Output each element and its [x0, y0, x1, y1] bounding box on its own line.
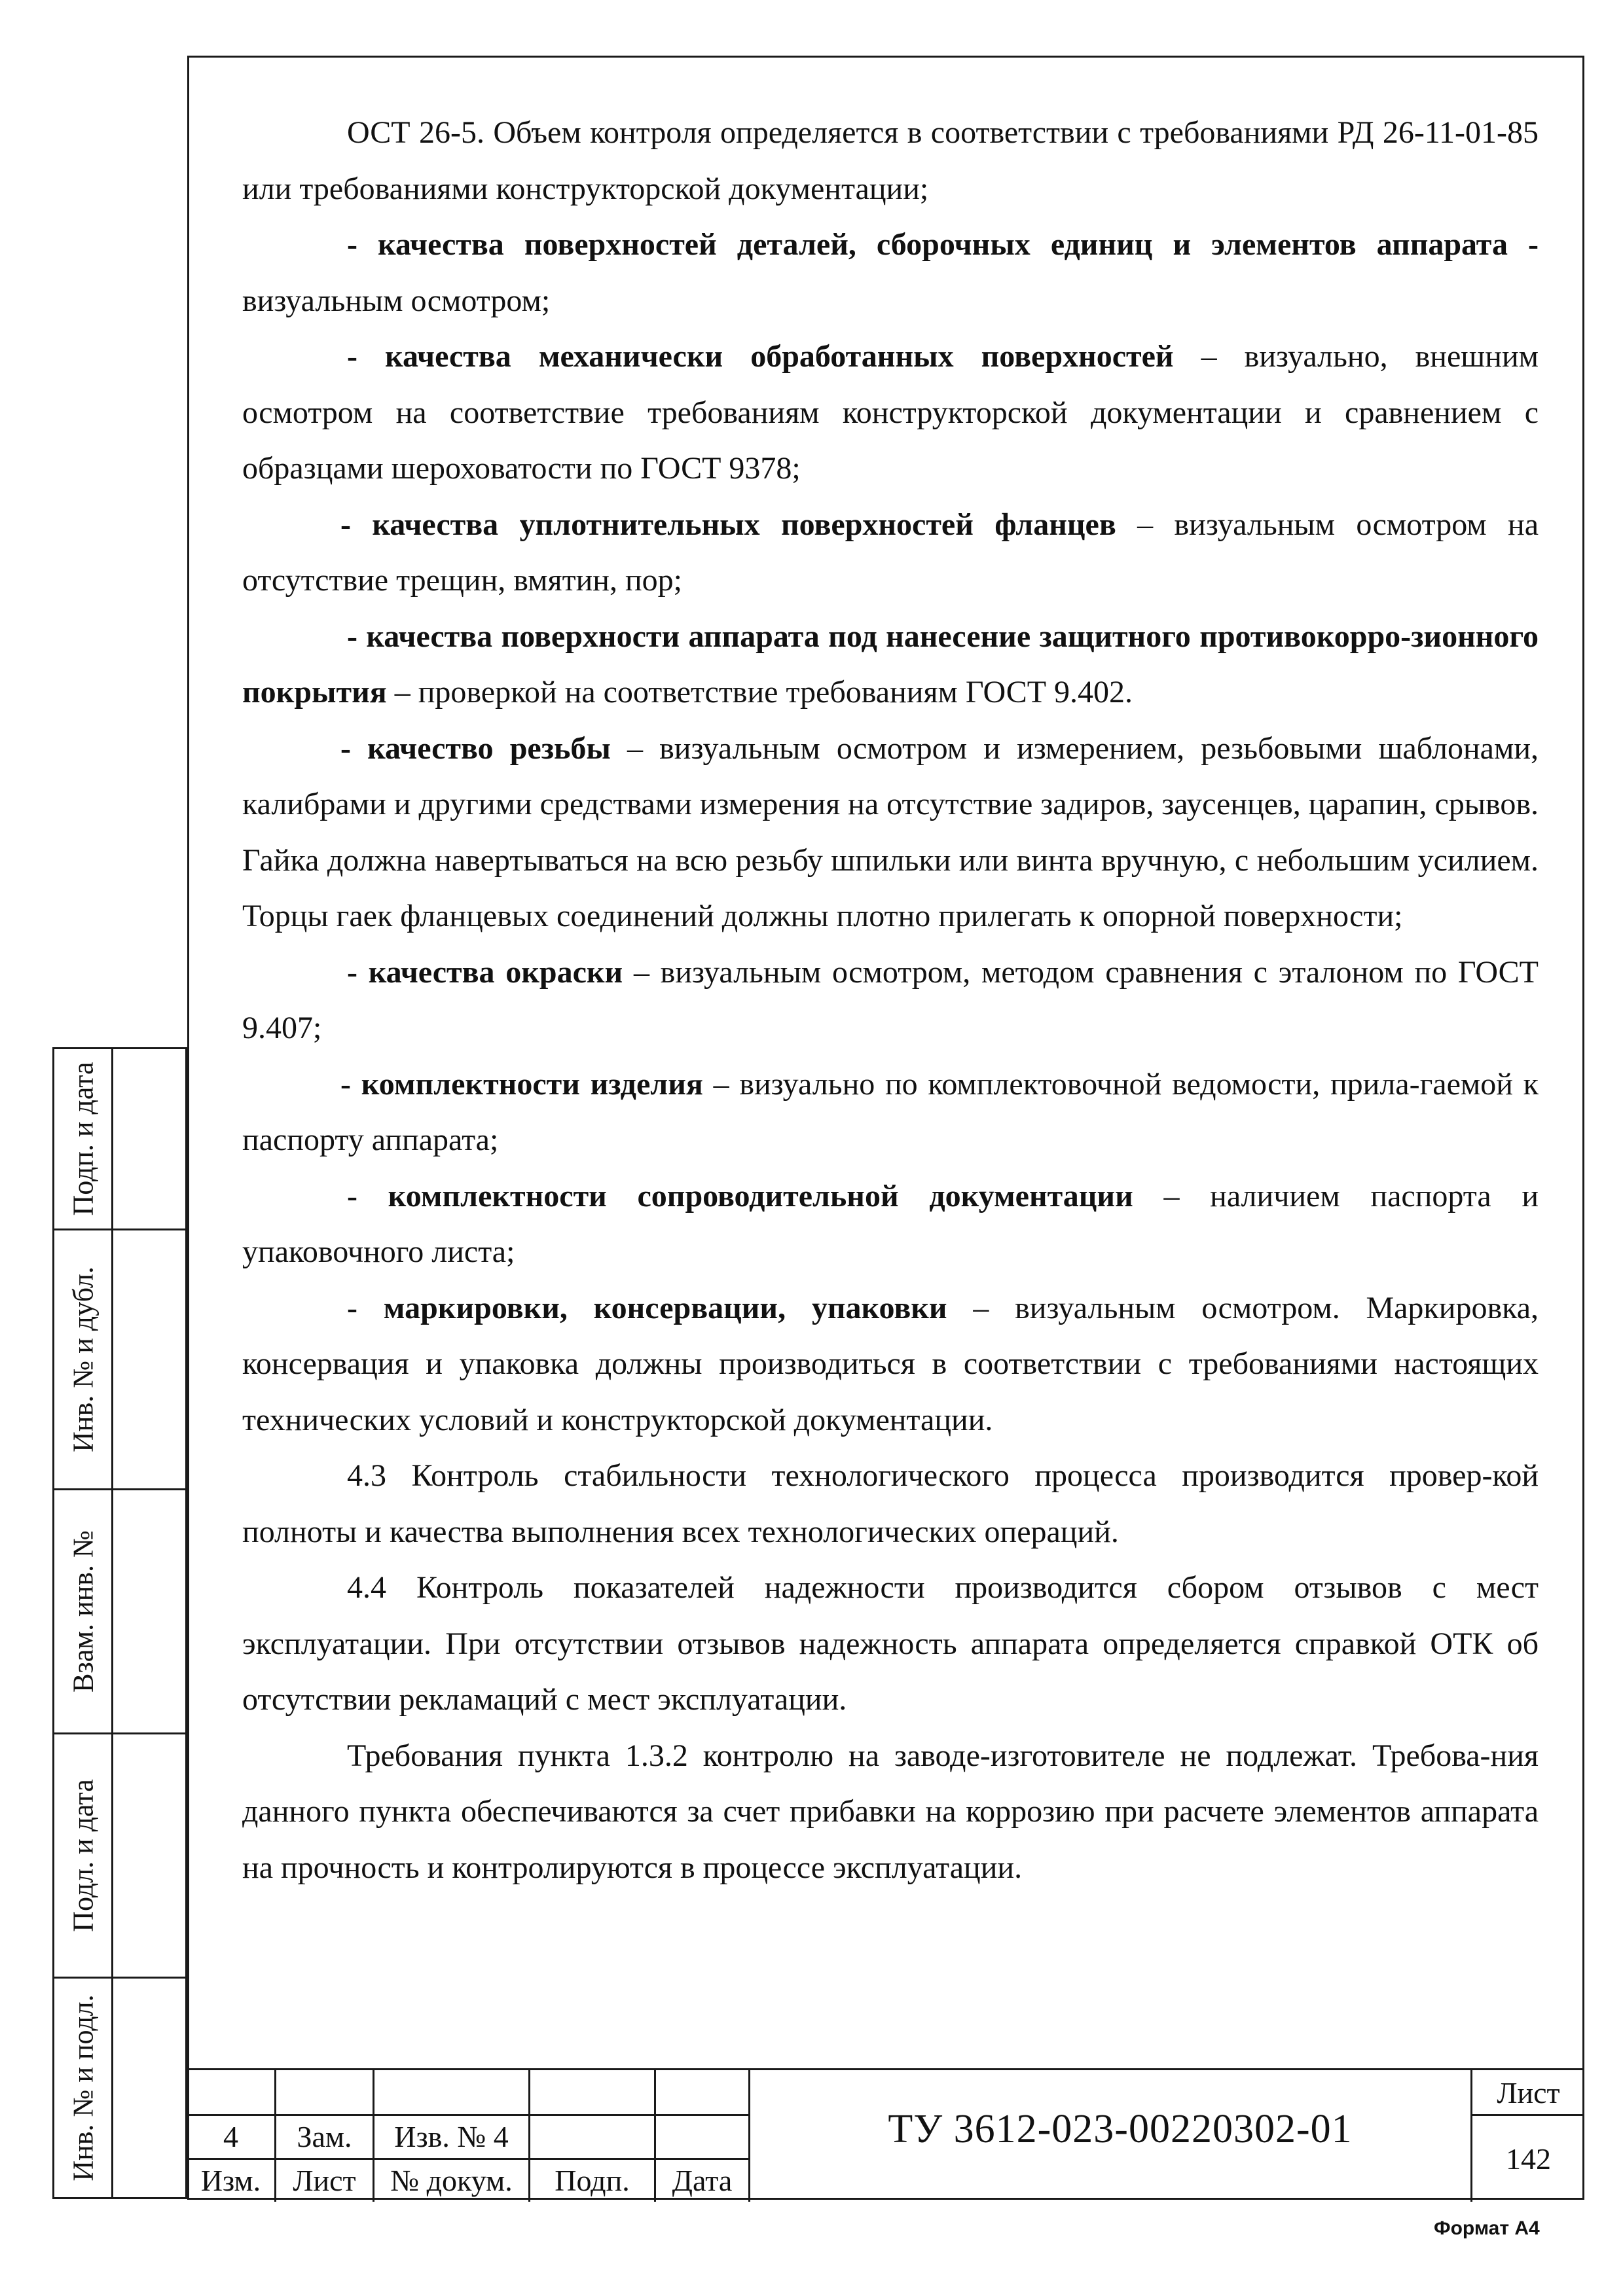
side-label: Инв. № и подл.: [67, 1994, 99, 2181]
side-row-inv-dubl: [52, 1229, 187, 1490]
paragraph-6: [242, 721, 1539, 944]
paragraph-9: [242, 1168, 1539, 1280]
text-run: – визуальным осмотром, методом сравнения с эталоном по ГОСТ 9.407;: [242, 954, 1539, 1045]
side-label: Инв. № и дубл.: [67, 1266, 99, 1452]
bold-term: - комплектности сопроводительной документации: [347, 1178, 1133, 1213]
sheet-number: 142: [1470, 2116, 1584, 2202]
paragraph-13: [242, 1728, 1539, 1896]
paragraph-12: [242, 1560, 1539, 1728]
text-run: визуальным осмотром;: [242, 283, 551, 318]
text-run: – визуально, внешним осмотром на соответствие требованиям конструкторской документации и сравнением с образцами шероховатости по ГОСТ 9378;: [242, 339, 1539, 486]
text-run: – визуальным осмотром и измерением, резьбовыми шаблонами, калибрами и другими средствами измерения на отсутствие задиров, заусенцев, царапин, срывов. Гайка должна навертываться на всю резьбу шпильки или винта вручную, с небольшим усилием. Торцы гаек фланцевых соединений должны плотно прилегать к опорной поверхности;: [242, 730, 1539, 933]
header-dokum: № докум.: [374, 2160, 530, 2202]
bold-term: - качества окраски: [347, 954, 623, 990]
side-row-podl-data: [52, 1732, 187, 1979]
text-run: ОСТ 26-5. Объем контроля определяется в соответствии с требованиями РД 26-11-01-85 или требованиями конструкторской документации;: [242, 115, 1539, 206]
sheet-cell: Зам.: [276, 2116, 374, 2160]
paragraph-7: [242, 944, 1539, 1056]
text-run: – визуальным осмотром на отсутствие трещин, вмятин, пор;: [242, 507, 1539, 598]
side-row-vzam-inv: [52, 1488, 187, 1734]
header-izm: Изм.: [187, 2160, 276, 2202]
sheet-label: Лист: [1470, 2070, 1584, 2116]
document-number: ТУ 3612-023-00220302-01: [888, 2107, 1353, 2151]
side-label: Подл. и дата: [67, 1779, 99, 1932]
doc-no-cell: Изв. № 4: [374, 2116, 530, 2160]
text-run: – визуально по комплектовочной ведомости, прила-гаемой к паспорту аппарата;: [242, 1066, 1539, 1157]
bold-term: - качество резьбы: [340, 730, 611, 766]
side-label: Взам. инв. №: [67, 1530, 99, 1693]
side-row-podp-data: [52, 1047, 187, 1230]
paragraph-4: [242, 497, 1539, 609]
header-data: Дата: [656, 2160, 750, 2202]
bold-term: - качества поверхностей деталей, сборочных единиц и элементов аппарата -: [347, 227, 1539, 262]
bold-term: - качества уплотнительных поверхностей фланцев: [340, 507, 1116, 542]
rev-cell: 4: [187, 2116, 276, 2160]
sign-cell: [530, 2116, 656, 2160]
header-podp: Подп.: [530, 2160, 656, 2202]
bold-term: - комплектности изделия: [340, 1066, 703, 1102]
format-label: Формат А4: [1434, 2217, 1540, 2239]
text-run: – проверкой на соответствие требованиям ГОСТ 9.402.: [386, 675, 1133, 709]
paragraph-5: [242, 609, 1539, 721]
header-list: Лист: [276, 2160, 374, 2202]
paragraph-1: [242, 105, 1539, 217]
text-run: 4.4 Контроль показателей надежности производится сбором отзывов с мест эксплуатации. При отсутствии отзывов надежность аппарата определяется справкой ОТК об отсутствии рекламаций с мест эксплуатации.: [242, 1570, 1539, 1717]
date-cell: [656, 2116, 750, 2160]
title-block: [187, 2068, 1584, 2202]
bold-term: - качества поверхности аппарата под нанесение защитного противокорро-зионного покрытия: [242, 619, 1539, 709]
paragraph-11: [242, 1448, 1539, 1560]
paragraph-3: [242, 329, 1539, 497]
paragraph-8: [242, 1056, 1539, 1168]
paragraph-10: [242, 1280, 1539, 1448]
bold-term: - маркировки, консервации, упаковки: [347, 1290, 947, 1325]
side-row-inv-podl: [52, 1977, 187, 2199]
text-run: – наличием паспорта и упаковочного листа;: [242, 1178, 1539, 1269]
text-run: 4.3 Контроль стабильности технологического процесса производится провер-кой полноты и качества выполнения всех технологических операций.: [242, 1458, 1539, 1549]
document-body: [242, 105, 1539, 1895]
paragraph-2: [242, 217, 1539, 329]
text-run: – визуальным осмотром. Маркировка, консервация и упаковка должны производиться в соответствии с требованиями настоящих технических условий и конструкторской документации.: [242, 1290, 1539, 1437]
text-run: Требования пункта 1.3.2 контролю на заводе-изготовителе не подлежат. Требова-ния данного пункта обеспечиваются за счет прибавки на коррозию при расчете элементов аппарата на прочность и контролируются в процессе эксплуатации.: [242, 1738, 1539, 1885]
bold-term: - качества механически обработанных поверхностей: [347, 339, 1174, 374]
side-stamp: [52, 1047, 187, 2199]
side-label: Подп. и дата: [67, 1062, 99, 1216]
